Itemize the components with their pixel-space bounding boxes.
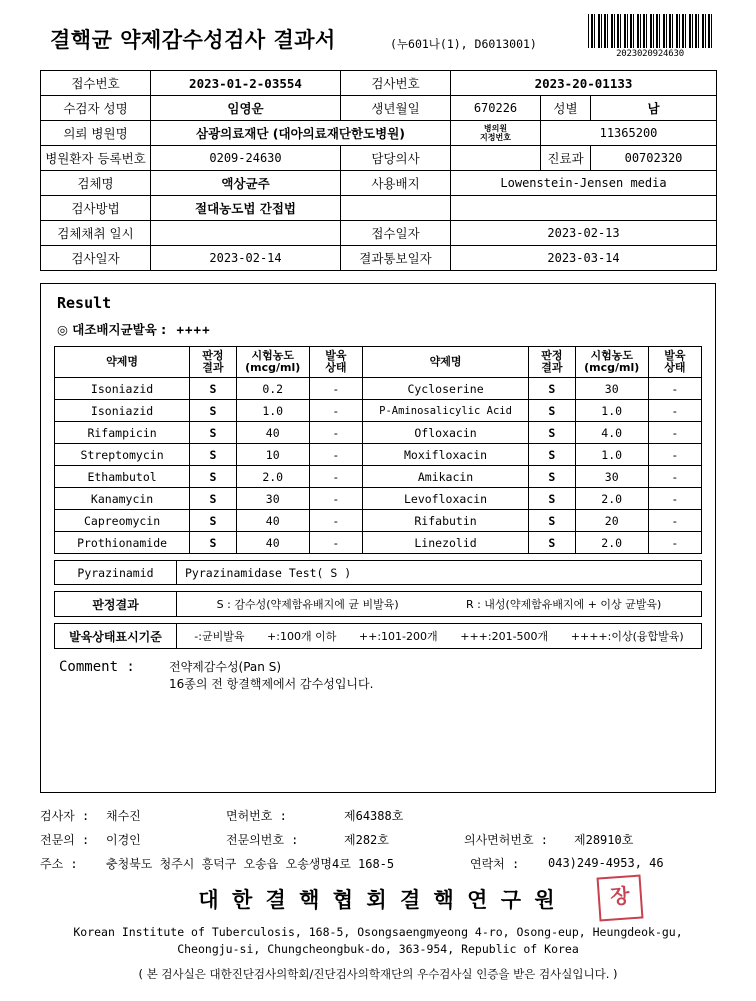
drug-growth: - [648, 466, 701, 488]
address-row [40, 855, 716, 872]
collect-date-label: 검체채취 일시 [41, 221, 151, 246]
drug-conc: 1.0 [236, 400, 309, 422]
drug-conc: 2.0 [575, 488, 648, 510]
table-row [55, 466, 702, 488]
address-en-line2: Cheongju-si, Chungcheongbuk-do, 363-954, Republic of Korea [177, 942, 579, 957]
drug-judge: S [190, 400, 237, 422]
method-value: 절대농도법 간접법 [151, 196, 341, 221]
drug-growth: - [648, 444, 701, 466]
control-growth-row [57, 320, 703, 338]
table-row [55, 488, 702, 510]
dept-value: 00702320 [591, 146, 717, 171]
test-date-label: 검사일자 [41, 246, 151, 271]
growth-legend-item: +++:201-500개 [460, 630, 549, 643]
drug-name: Isoniazid [55, 400, 190, 422]
drug-conc: 1.0 [575, 444, 648, 466]
specimen-value: 액상균주 [151, 171, 341, 196]
drug-judge: S [529, 444, 576, 466]
table-row [55, 378, 702, 400]
specialist-no-label: 전문의번호 : [226, 832, 299, 847]
drug-growth: - [309, 422, 362, 444]
inspector-row [40, 807, 716, 824]
growth-legend-values [177, 624, 702, 649]
drug-judge: S [190, 488, 237, 510]
doctor-license-label: 의사면허번호 : [464, 832, 549, 847]
drug-name: Moxifloxacin [362, 444, 528, 466]
drug-growth: - [309, 378, 362, 400]
growth-legend-item: -:균비발육 [194, 630, 245, 643]
hospital-code-label-line1: 병의원 [483, 123, 508, 133]
patient-info-table [40, 70, 717, 271]
inspector-label: 검사자 : [40, 808, 90, 823]
birth-label: 생년월일 [341, 96, 451, 121]
pyrazinamid-row [54, 560, 702, 585]
drug-name: Ethambutol [55, 466, 190, 488]
judge-legend-table [54, 591, 702, 617]
specialist-row [40, 831, 716, 848]
receipt-no-label: 접수번호 [41, 71, 151, 96]
col-judge-right [529, 347, 576, 378]
specialist-value: 이경인 [106, 832, 141, 847]
inspector-value: 채수진 [106, 808, 141, 823]
drug-name: Streptomycin [55, 444, 190, 466]
patient-reg-value: 0209-24630 [151, 146, 341, 171]
col-drug-name-left: 약제명 [55, 347, 190, 378]
method-blank-2 [451, 196, 717, 221]
table-row [55, 510, 702, 532]
hospital-label: 의뢰 병원명 [41, 121, 151, 146]
col-conc-right-l2: (mcg/ml) [584, 361, 640, 374]
drug-name: Ofloxacin [362, 422, 528, 444]
hospital-code-value: 11365200 [541, 121, 717, 146]
barcode-block [588, 14, 712, 59]
organization-line [40, 884, 716, 914]
drug-growth: - [309, 510, 362, 532]
col-judge-left-l2: 결과 [202, 361, 224, 374]
drug-judge: S [190, 444, 237, 466]
drug-name: Prothionamide [55, 532, 190, 554]
growth-legend-item: ++:101-200개 [358, 630, 438, 643]
control-growth-value: ++++ [176, 322, 211, 337]
drug-conc: 40 [236, 422, 309, 444]
table-row [41, 96, 717, 121]
table-row [55, 624, 702, 649]
drug-name: Capreomycin [55, 510, 190, 532]
table-row [55, 400, 702, 422]
drug-name: Rifampicin [55, 422, 190, 444]
sex-label: 성별 [541, 96, 591, 121]
doctor-value [451, 146, 541, 171]
comment-line: 16종의 전 항결핵제에서 감수성입니다. [169, 677, 374, 692]
receive-date-value: 2023-02-13 [451, 221, 717, 246]
col-judge-left-l1: 판정 [202, 348, 224, 362]
birth-value: 670226 [451, 96, 541, 121]
organization-name: 대 한 결 핵 협 회 결 핵 연 구 원 [198, 887, 558, 912]
drug-name: P-Aminosalicylic Acid [362, 400, 528, 422]
comment-block [59, 659, 703, 694]
drug-judge: S [529, 510, 576, 532]
drug-judge: S [190, 510, 237, 532]
pyrazinamid-value: Pyrazinamidase Test( S ) [177, 561, 702, 585]
document-code: (누601나(1), D6013001) [390, 37, 537, 51]
table-header-row [55, 347, 702, 378]
drug-growth: - [309, 532, 362, 554]
dept-label: 진료과 [541, 146, 591, 171]
sex-value: 남 [591, 96, 717, 121]
col-growth-right-l2: 상태 [664, 361, 686, 374]
table-row [55, 532, 702, 554]
col-conc-left-l2: (mcg/ml) [245, 361, 301, 374]
col-drug-name-right: 약제명 [362, 347, 528, 378]
patient-name-value: 임영운 [151, 96, 341, 121]
table-row [55, 444, 702, 466]
drug-growth: - [309, 444, 362, 466]
doctor-license-value: 제28910호 [574, 832, 634, 847]
medium-value: Lowenstein-Jensen media [451, 171, 717, 196]
specialist-label: 전문의 : [40, 832, 90, 847]
specimen-label: 검체명 [41, 171, 151, 196]
comment-label: Comment : [59, 659, 135, 675]
drug-growth: - [309, 488, 362, 510]
contact-label: 연락처 : [470, 856, 520, 871]
growth-legend-label: 발육상태표시기준 [55, 624, 177, 649]
table-row [41, 196, 717, 221]
judge-legend-r: R : 내성(약제함유배지에 + 이상 균발육) [465, 598, 662, 611]
drug-judge: S [529, 466, 576, 488]
table-row [41, 246, 717, 271]
table-row [41, 146, 717, 171]
growth-legend-item: ++++:이상(융합발육) [570, 630, 684, 643]
drug-conc: 40 [236, 510, 309, 532]
drug-growth: - [309, 400, 362, 422]
drug-conc: 0.2 [236, 378, 309, 400]
growth-legend-table [54, 623, 702, 649]
license-label: 면허번호 : [226, 808, 287, 823]
drug-growth: - [648, 378, 701, 400]
table-row [41, 171, 717, 196]
drug-judge: S [529, 422, 576, 444]
comment-text [169, 659, 373, 694]
comment-spacer [53, 694, 703, 782]
hospital-value: 삼광의료재단 (대아의료재단한도병원) [151, 121, 451, 146]
drug-conc: 2.0 [575, 532, 648, 554]
drug-conc: 4.0 [575, 422, 648, 444]
result-section [40, 283, 716, 793]
barcode-icon [588, 14, 712, 48]
test-no-value: 2023-20-01133 [451, 71, 717, 96]
drug-name: Cycloserine [362, 378, 528, 400]
table-row [55, 592, 702, 617]
drug-conc: 30 [575, 466, 648, 488]
col-growth-left-l1: 발육 [325, 348, 347, 362]
col-growth-left [309, 347, 362, 378]
drug-growth: - [648, 400, 701, 422]
col-conc-left-l1: 시험농도 [251, 348, 294, 362]
judge-legend-values [177, 592, 702, 617]
medium-label: 사용배지 [341, 171, 451, 196]
drug-susceptibility-table [54, 346, 702, 554]
report-date-label: 결과통보일자 [341, 246, 451, 271]
judge-legend-label: 판정결과 [55, 592, 177, 617]
col-judge-left [190, 347, 237, 378]
table-row [55, 561, 702, 585]
drug-name: Isoniazid [55, 378, 190, 400]
drug-growth: - [648, 532, 701, 554]
drug-judge: S [529, 488, 576, 510]
drug-judge: S [190, 422, 237, 444]
test-date-value: 2023-02-14 [151, 246, 341, 271]
drug-conc: 20 [575, 510, 648, 532]
drug-conc: 30 [236, 488, 309, 510]
test-no-label: 검사번호 [341, 71, 451, 96]
patient-name-label: 수검자 성명 [41, 96, 151, 121]
method-blank-1 [341, 196, 451, 221]
drug-judge: S [529, 400, 576, 422]
drug-growth: - [648, 488, 701, 510]
hospital-code-label [451, 121, 541, 146]
table-row [41, 71, 717, 96]
doctor-label: 담당의사 [341, 146, 451, 171]
address-en-line1: Korean Institute of Tuberculosis, 168-5, Osongsaengmyeong 4-ro, Osong-eup, Heungdeok-gu, [73, 924, 683, 939]
document-header [40, 0, 716, 68]
drug-name: Rifabutin [362, 510, 528, 532]
specialist-no-value: 제282호 [344, 832, 389, 847]
col-growth-right [648, 347, 701, 378]
patient-reg-label: 병원환자 등록번호 [41, 146, 151, 171]
address-en [40, 924, 716, 959]
result-title: Result [57, 294, 112, 312]
col-judge-right-l2: 결과 [541, 361, 563, 374]
address-label: 주소 : [40, 856, 78, 871]
table-row [55, 422, 702, 444]
method-label: 검사방법 [41, 196, 151, 221]
table-row [41, 221, 717, 246]
drug-judge: S [190, 532, 237, 554]
report-date-value: 2023-03-14 [451, 246, 717, 271]
comment-line: 전약제감수성(Pan S) [169, 660, 282, 674]
drug-judge: S [529, 532, 576, 554]
drug-judge: S [190, 378, 237, 400]
contact-value: 043)249-4953, 46 [548, 856, 664, 871]
drug-judge: S [529, 378, 576, 400]
receive-date-label: 접수일자 [341, 221, 451, 246]
drug-growth: - [648, 422, 701, 444]
col-growth-right-l1: 발육 [664, 348, 686, 362]
growth-legend-item: +:100개 이하 [267, 630, 337, 643]
drug-name: Amikacin [362, 466, 528, 488]
drug-name: Levofloxacin [362, 488, 528, 510]
control-growth-label: ◎ 대조배지균발육 : [57, 322, 167, 337]
table-row [41, 121, 717, 146]
col-judge-right-l1: 판정 [541, 348, 563, 362]
drug-conc: 40 [236, 532, 309, 554]
col-conc-right-l1: 시험농도 [590, 348, 633, 362]
official-seal-icon: 장 [597, 874, 644, 921]
receipt-no-value: 2023-01-2-03554 [151, 71, 341, 96]
certification-note: ( 본 검사실은 대한진단검사의학회/진단검사의학재단의 우수검사실 인증을 받은 검사실입니다. ) [138, 967, 618, 982]
barcode-number: 2023020924630 [616, 49, 684, 59]
col-conc-left [236, 347, 309, 378]
drug-growth: - [309, 466, 362, 488]
address-value: 충청북도 청주시 흥덕구 오송읍 오송생명4로 168-5 [106, 856, 395, 871]
license-value: 제64388호 [344, 808, 404, 823]
page-title: 결핵균 약제감수성검사 결과서 [50, 28, 336, 52]
drug-name: Kanamycin [55, 488, 190, 510]
drug-judge: S [190, 466, 237, 488]
drug-conc: 30 [575, 378, 648, 400]
col-growth-left-l2: 상태 [325, 361, 347, 374]
pyrazinamid-label: Pyrazinamid [55, 561, 177, 585]
document-footer [40, 807, 716, 983]
collect-date-value [151, 221, 341, 246]
col-conc-right [575, 347, 648, 378]
drug-name: Linezolid [362, 532, 528, 554]
judge-legend-s: S : 감수성(약제함유배지에 균 비발육) [216, 598, 399, 611]
hospital-code-label-line2: 지정번호 [480, 133, 511, 142]
drug-conc: 10 [236, 444, 309, 466]
drug-conc: 2.0 [236, 466, 309, 488]
drug-conc: 1.0 [575, 400, 648, 422]
drug-growth: - [648, 510, 701, 532]
